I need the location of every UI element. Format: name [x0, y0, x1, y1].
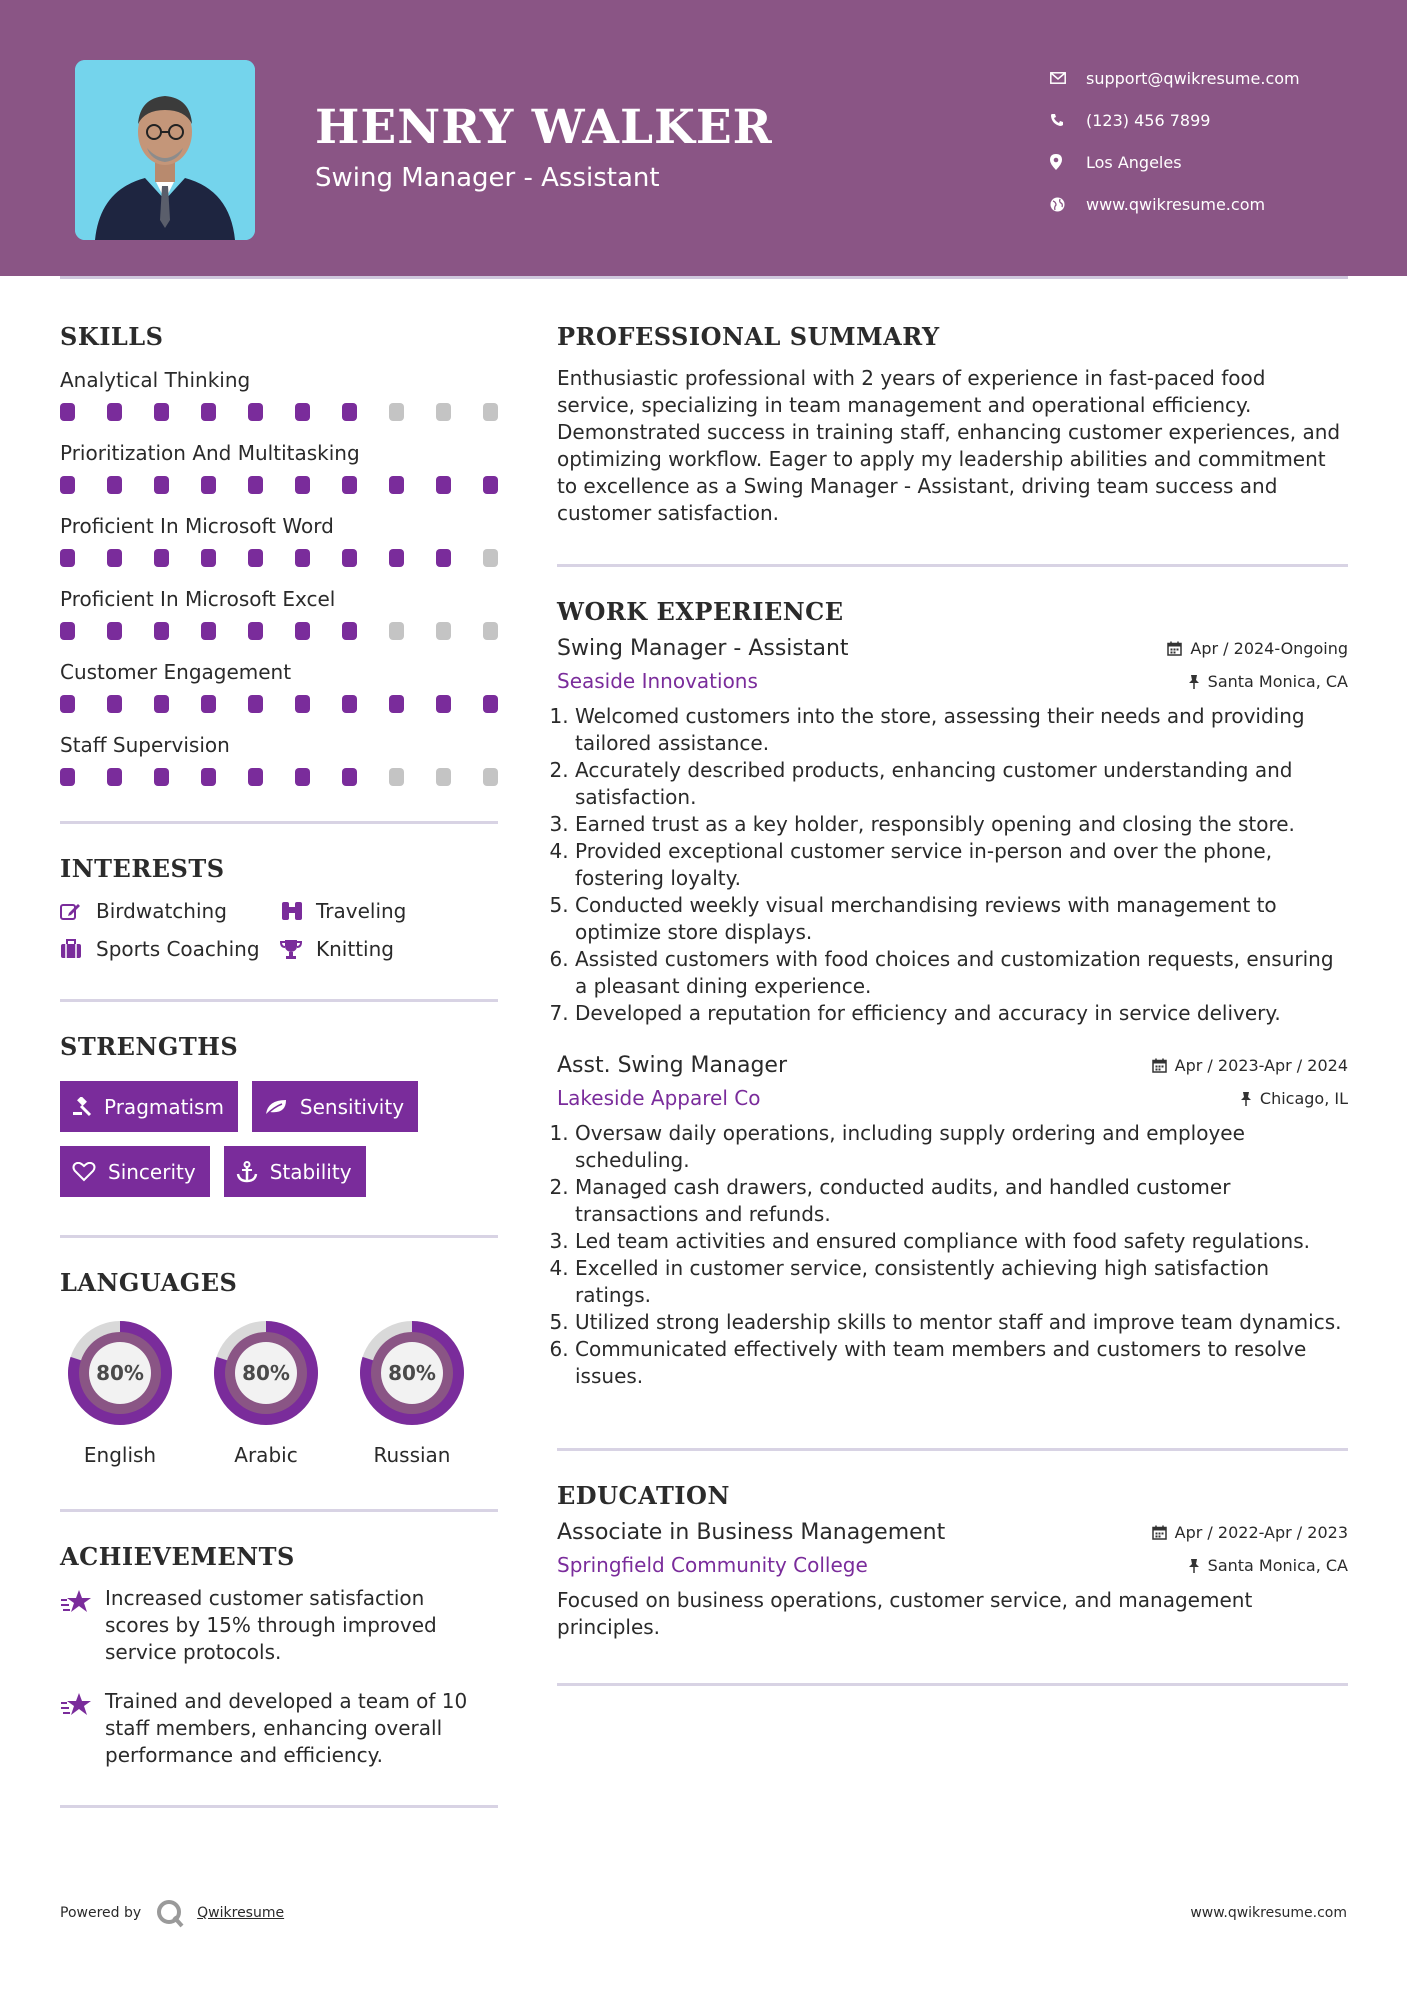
strength-label: Stability — [269, 1159, 352, 1184]
calendar-icon — [1152, 1525, 1167, 1540]
calendar-icon — [1167, 641, 1182, 656]
strength-tag — [224, 1146, 366, 1197]
language-name: Russian — [373, 1443, 451, 1467]
job-bullet: 2. Accurately described products, enhancing customer understanding and satisfaction. — [575, 757, 1348, 811]
contact-list — [1050, 57, 1300, 225]
skill-item — [60, 730, 498, 803]
job-location — [1188, 672, 1348, 691]
pushpin-icon — [1240, 1091, 1252, 1106]
job-location-text: Santa Monica, CA — [1207, 671, 1348, 691]
job-role: Asst. Swing Manager — [557, 1053, 787, 1078]
achievement-text: Trained and developed a team of 10 staff members, enhancing overall performance and efficiency. — [105, 1689, 468, 1767]
rating-dot-filled — [436, 549, 451, 567]
section-divider — [557, 564, 1348, 567]
achievements-list — [60, 1585, 498, 1769]
skill-rating — [60, 614, 498, 657]
rating-dot-filled — [201, 476, 216, 494]
skill-name: Prioritization And Multitasking — [60, 441, 360, 465]
job-bullet: 1. Oversaw daily operations, including supply ordering and employee scheduling. — [575, 1120, 1348, 1174]
interests-list — [60, 899, 498, 961]
rating-dot-filled — [154, 695, 169, 713]
job-bullet: 5. Conducted weekly visual merchandising reviews with management to optimize store displays. — [575, 892, 1348, 946]
trophy-icon — [280, 939, 316, 959]
education-location-text: Santa Monica, CA — [1207, 1555, 1348, 1575]
globe-icon — [1050, 197, 1086, 212]
education-location — [1188, 1556, 1348, 1575]
skill-item — [60, 365, 498, 438]
interest-item — [60, 937, 280, 961]
rating-dot-filled — [295, 622, 310, 640]
leaf-icon — [264, 1098, 288, 1116]
rating-dot-filled — [154, 768, 169, 786]
job-role: Swing Manager - Assistant — [557, 636, 849, 661]
rating-dot-filled — [60, 476, 75, 494]
header-divider — [60, 276, 1348, 279]
skill-item — [60, 438, 498, 511]
contact-phone[interactable] — [1050, 99, 1300, 141]
skill-rating — [60, 541, 498, 584]
interest-label: Traveling — [316, 899, 407, 923]
job-bullet: 1. Welcomed customers into the store, assessing their needs and providing tailored assistance. — [575, 703, 1348, 757]
language-percent: 80% — [96, 1361, 144, 1385]
heart-icon — [72, 1162, 96, 1182]
rating-dot-filled — [342, 403, 357, 421]
skill-name: Proficient In Microsoft Word — [60, 514, 334, 538]
edit-icon — [60, 901, 96, 921]
rating-dot-filled — [295, 695, 310, 713]
rating-dot-filled — [342, 768, 357, 786]
job-location-text: Chicago, IL — [1259, 1088, 1348, 1108]
briefcase-icon — [60, 939, 96, 959]
rating-dot-filled — [201, 695, 216, 713]
job-date-text: Apr / 2024-Ongoing — [1190, 639, 1348, 658]
skill-name: Staff Supervision — [60, 733, 230, 757]
language-item — [60, 1313, 180, 1467]
rating-dot-empty — [483, 403, 498, 421]
job-date-text: Apr / 2023-Apr / 2024 — [1174, 1056, 1348, 1075]
experience-title: WORK EXPERIENCE — [557, 597, 844, 626]
job-entry — [557, 636, 1348, 1027]
section-divider — [557, 1448, 1348, 1451]
right-column — [557, 322, 1348, 1686]
job-bullets — [557, 1120, 1348, 1390]
skill-name: Analytical Thinking — [60, 368, 251, 392]
rating-dot-filled — [107, 476, 122, 494]
language-item — [206, 1313, 326, 1467]
qwikresume-link[interactable]: Qwikresume — [197, 1905, 285, 1921]
rating-dot-filled — [248, 768, 263, 786]
rating-dot-filled — [107, 403, 122, 421]
rating-dot-filled — [248, 476, 263, 494]
strength-label: Sincerity — [108, 1159, 196, 1184]
rating-dot-filled — [60, 622, 75, 640]
summary-text: Enthusiastic professional with 2 years of experience in fast-paced food service, specializing in team management and operational efficiency. Demonstrated success in training staff, enhancing customer experiences, and optimizing workflow. Eager to apply my leadership abilities and commitment to excellence as a Swing Manager - Assistant, driving team success and customer satisfaction. — [557, 366, 1341, 525]
language-percent: 80% — [242, 1361, 290, 1385]
interest-label: Sports Coaching — [96, 937, 260, 961]
rating-dot-empty — [436, 622, 451, 640]
footer-powered-by — [60, 1898, 284, 1928]
contact-email[interactable] — [1050, 57, 1300, 99]
rating-dot-filled — [483, 695, 498, 713]
job-entry — [557, 1053, 1348, 1390]
interest-item — [280, 937, 500, 961]
rating-dot-filled — [389, 476, 404, 494]
interests-title: INTERESTS — [60, 854, 225, 883]
rating-dot-filled — [342, 549, 357, 567]
job-bullet: 4. Excelled in customer service, consistently achieving high satisfaction ratings. — [575, 1255, 1348, 1309]
rating-dot-filled — [201, 549, 216, 567]
rating-dot-filled — [107, 622, 122, 640]
rating-dot-filled — [248, 403, 263, 421]
interest-item — [280, 899, 500, 923]
strength-tag — [60, 1081, 238, 1132]
candidate-title: Swing Manager - Assistant — [315, 163, 660, 193]
rating-dot-filled — [248, 549, 263, 567]
gavel-icon — [72, 1097, 92, 1117]
rating-dot-filled — [342, 622, 357, 640]
achievement-item — [60, 1585, 498, 1666]
strengths-title: STRENGTHS — [60, 1032, 239, 1061]
map-pin-icon — [1050, 154, 1086, 170]
rating-dot-empty — [483, 549, 498, 567]
language-item — [352, 1313, 472, 1467]
rating-dot-filled — [60, 549, 75, 567]
rating-dot-filled — [60, 695, 75, 713]
skill-rating — [60, 468, 498, 511]
job-bullet: 6. Communicated effectively with team members and customers to resolve issues. — [575, 1336, 1348, 1390]
rating-dot-filled — [342, 695, 357, 713]
job-location — [1240, 1089, 1348, 1108]
rating-dot-empty — [389, 403, 404, 421]
achievement-text: Increased customer satisfaction scores by 15% through improved service protocols. — [105, 1586, 437, 1664]
section-divider — [60, 1509, 498, 1512]
job-bullet: 7. Developed a reputation for efficiency and accuracy in service delivery. — [575, 1000, 1348, 1027]
profile-photo — [75, 60, 255, 240]
job-bullet: 4. Provided exceptional customer service in-person and over the phone, fostering loyalty. — [575, 838, 1348, 892]
rating-dot-filled — [201, 768, 216, 786]
rating-dot-filled — [107, 768, 122, 786]
person-portrait-icon — [75, 60, 255, 240]
strength-label: Sensitivity — [299, 1094, 405, 1119]
contact-location-text: Los Angeles — [1086, 152, 1182, 172]
language-name: Arabic — [234, 1443, 298, 1467]
rating-dot-filled — [295, 476, 310, 494]
rating-dot-empty — [436, 403, 451, 421]
job-bullet: 5. Utilized strong leadership skills to mentor staff and improve team dynamics. — [575, 1309, 1348, 1336]
skills-title: SKILLS — [60, 322, 164, 351]
contact-phone-text: (123) 456 7899 — [1086, 110, 1211, 130]
phone-icon — [1050, 113, 1086, 127]
skill-rating — [60, 395, 498, 438]
rating-dot-filled — [201, 403, 216, 421]
skill-name: Customer Engagement — [60, 660, 292, 684]
job-company: Seaside Innovations — [557, 669, 758, 693]
rating-dot-filled — [295, 768, 310, 786]
skill-name: Proficient In Microsoft Excel — [60, 587, 336, 611]
rating-dot-filled — [107, 695, 122, 713]
qwikresume-logo-icon — [155, 1898, 185, 1928]
job-date — [1152, 1056, 1348, 1075]
calendar-icon — [1152, 1058, 1167, 1073]
strength-tag — [252, 1081, 418, 1132]
job-bullet: 2. Managed cash drawers, conducted audits, and handled customer transactions and refunds. — [575, 1174, 1348, 1228]
pushpin-icon — [1188, 674, 1200, 689]
rating-dot-filled — [154, 403, 169, 421]
rating-dot-filled — [154, 549, 169, 567]
summary-title: PROFESSIONAL SUMMARY — [557, 322, 940, 351]
languages-list — [60, 1313, 498, 1467]
star-badge-icon — [60, 1688, 105, 1769]
section-divider — [60, 1805, 498, 1808]
interest-item — [60, 899, 280, 923]
language-progress-ring — [60, 1313, 180, 1433]
strength-label: Pragmatism — [104, 1094, 224, 1119]
envelope-icon — [1050, 72, 1086, 84]
footer-website[interactable]: www.qwikresume.com — [1190, 1905, 1347, 1921]
candidate-name: HENRY WALKER — [315, 100, 773, 155]
education-school: Springfield Community College — [557, 1553, 868, 1577]
job-bullets — [557, 703, 1348, 1027]
rating-dot-filled — [483, 476, 498, 494]
pushpin-icon — [1188, 1558, 1200, 1573]
contact-website-text: www.qwikresume.com — [1086, 194, 1266, 214]
rating-dot-filled — [154, 476, 169, 494]
powered-by-label: Powered by — [60, 1905, 142, 1921]
education-degree: Associate in Business Management — [557, 1520, 946, 1545]
education-entry — [557, 1520, 1348, 1641]
language-progress-ring — [352, 1313, 472, 1433]
skill-item — [60, 584, 498, 657]
anchor-icon — [236, 1161, 258, 1183]
language-progress-ring — [206, 1313, 326, 1433]
interest-label: Knitting — [316, 937, 394, 961]
rating-dot-filled — [389, 695, 404, 713]
achievement-item — [60, 1688, 498, 1769]
skills-list — [60, 365, 498, 803]
section-divider — [60, 1235, 498, 1238]
language-name: English — [83, 1443, 157, 1467]
education-title: EDUCATION — [557, 1481, 730, 1510]
rating-dot-filled — [107, 549, 122, 567]
section-divider — [557, 1683, 1348, 1686]
rating-dot-filled — [248, 695, 263, 713]
resume-header — [0, 0, 1407, 276]
education-date-text: Apr / 2022-Apr / 2023 — [1174, 1523, 1348, 1542]
rating-dot-filled — [436, 476, 451, 494]
strength-tag — [60, 1146, 210, 1197]
language-percent: 80% — [388, 1361, 436, 1385]
rating-dot-empty — [483, 622, 498, 640]
section-divider — [60, 999, 498, 1002]
skill-item — [60, 511, 498, 584]
job-bullet: 3. Earned trust as a key holder, responsibly opening and closing the store. — [575, 811, 1348, 838]
rating-dot-empty — [483, 768, 498, 786]
job-company: Lakeside Apparel Co — [557, 1086, 761, 1110]
skill-rating — [60, 760, 498, 803]
interest-label: Birdwatching — [96, 899, 227, 923]
skill-item — [60, 657, 498, 730]
rating-dot-filled — [342, 476, 357, 494]
job-date — [1167, 639, 1348, 658]
rating-dot-filled — [436, 695, 451, 713]
rating-dot-empty — [436, 768, 451, 786]
job-bullet: 3. Led team activities and ensured compliance with food safety regulations. — [575, 1228, 1348, 1255]
education-date — [1152, 1523, 1348, 1542]
languages-title: LANGUAGES — [60, 1268, 238, 1297]
rating-dot-filled — [295, 403, 310, 421]
skill-rating — [60, 687, 498, 730]
strengths-list — [60, 1081, 498, 1197]
rating-dot-filled — [60, 403, 75, 421]
rating-dot-filled — [60, 768, 75, 786]
contact-location — [1050, 141, 1300, 183]
rating-dot-filled — [248, 622, 263, 640]
contact-website[interactable] — [1050, 183, 1300, 225]
contact-email-text: support@qwikresume.com — [1086, 68, 1300, 88]
star-badge-icon — [60, 1585, 105, 1666]
education-description: Focused on business operations, customer service, and management principles. — [557, 1588, 1253, 1639]
rating-dot-filled — [295, 549, 310, 567]
rating-dot-filled — [201, 622, 216, 640]
left-column — [60, 322, 498, 1808]
rating-dot-filled — [154, 622, 169, 640]
binoculars-icon — [280, 900, 316, 922]
rating-dot-filled — [389, 549, 404, 567]
rating-dot-empty — [389, 768, 404, 786]
job-bullet: 6. Assisted customers with food choices and customization requests, ensuring a pleasant dining experience. — [575, 946, 1348, 1000]
achievements-title: ACHIEVEMENTS — [60, 1542, 295, 1571]
rating-dot-empty — [389, 622, 404, 640]
section-divider — [60, 821, 498, 824]
